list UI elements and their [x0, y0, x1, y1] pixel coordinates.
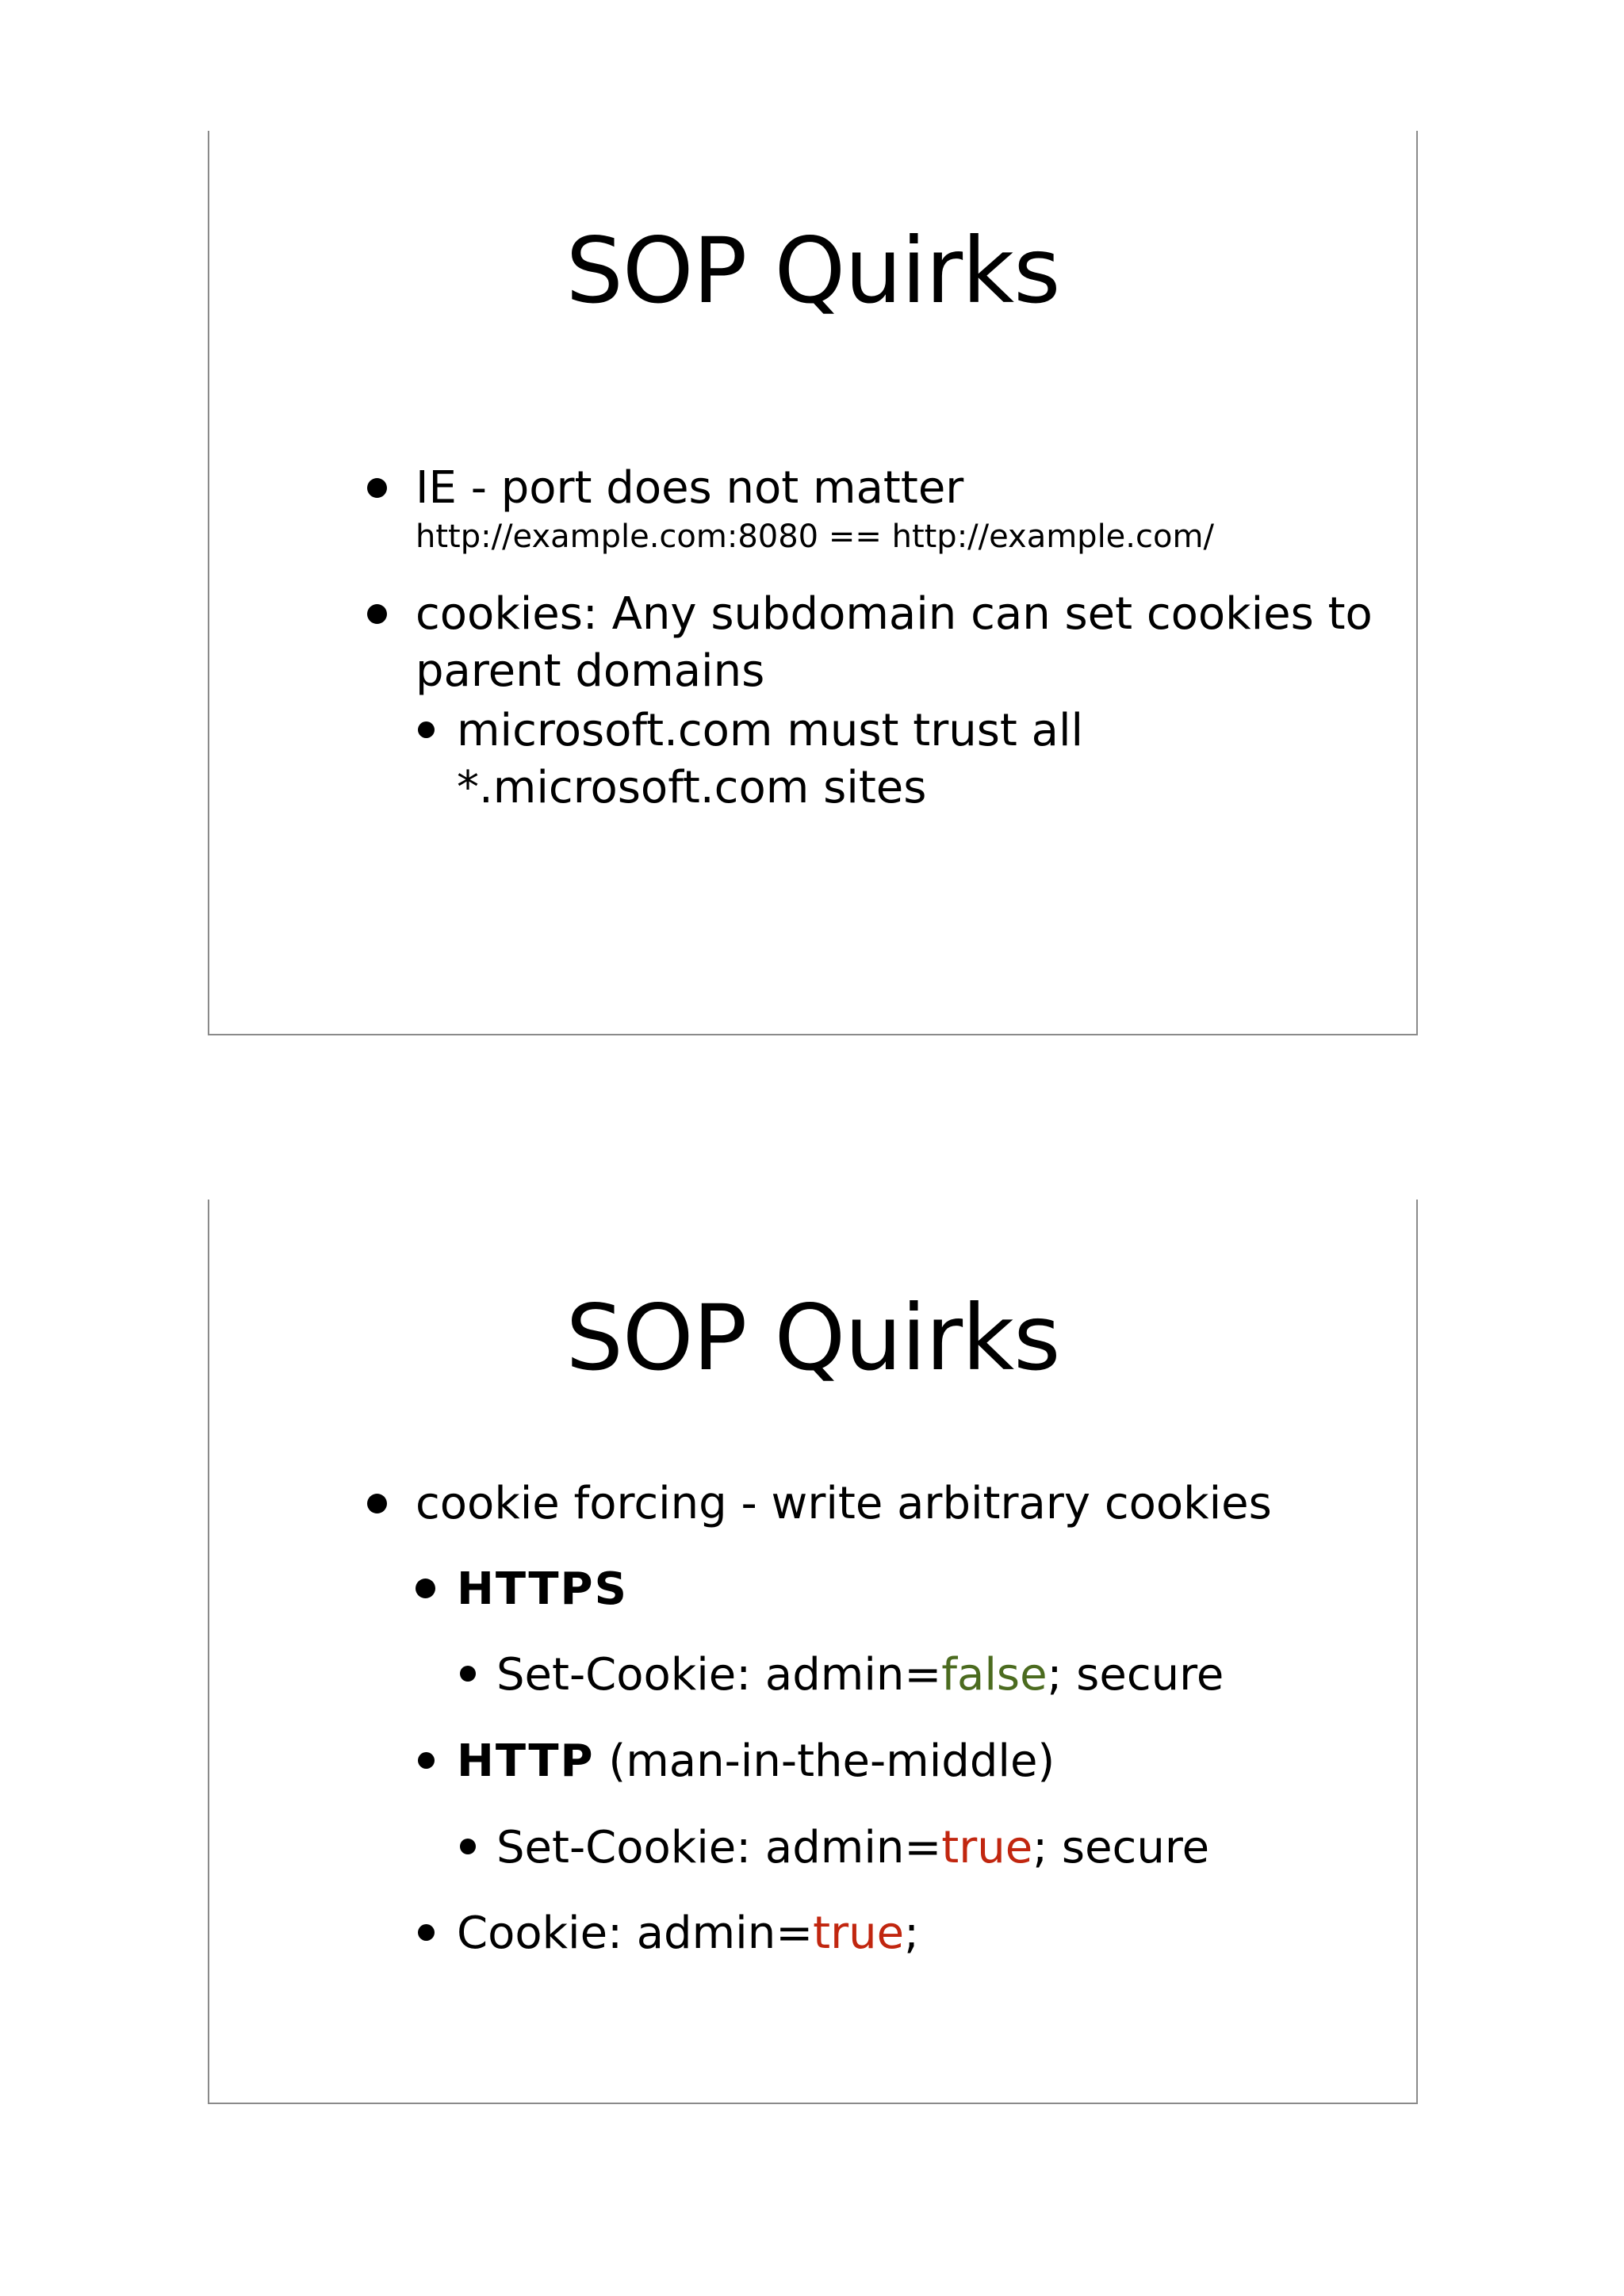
bullet-dot-icon	[367, 478, 387, 498]
bullet-subtext: http://example.com:8080 == http://example.com/	[416, 519, 1214, 555]
bullet-https	[457, 1561, 628, 1618]
bullet-text-bold: HTTPS	[457, 1563, 628, 1615]
cookie-value-true: true	[941, 1822, 1033, 1873]
cookie-suffix: ; secure	[1047, 1649, 1224, 1701]
bullet-cookies-subdomain	[416, 586, 1373, 700]
slide-1	[208, 131, 1418, 1035]
bullet-text-rest: (man-in-the-middle)	[594, 1735, 1055, 1787]
bullet-dot-icon	[418, 1752, 435, 1769]
bullet-text-continued: *.microsoft.com sites	[457, 762, 927, 813]
bullet-cookie-forcing	[416, 1475, 1272, 1533]
bullet-text-continued: parent domains	[416, 645, 765, 697]
bullet-text: IE - port does not matter	[416, 462, 964, 514]
bullet-text: microsoft.com must trust all	[457, 705, 1084, 756]
bullet-text	[457, 1905, 919, 1962]
cookie-prefix: Cookie: admin=	[457, 1908, 814, 1959]
cookie-prefix: Set-Cookie: admin=	[496, 1822, 942, 1873]
bullet-dot-icon	[416, 1578, 435, 1598]
cookie-prefix: Set-Cookie: admin=	[496, 1649, 942, 1701]
bullet-text: cookie forcing - write arbitrary cookies	[416, 1478, 1272, 1529]
bullet-dot-icon	[460, 1666, 476, 1682]
bullet-text-bold: HTTP	[457, 1735, 595, 1787]
bullet-set-cookie-false	[496, 1647, 1224, 1704]
bullet-text	[457, 1733, 1055, 1790]
bullet-dot-icon	[460, 1839, 476, 1854]
bullet-text: cookies: Any subdomain can set cookies to	[416, 588, 1373, 640]
bullet-set-cookie-true	[496, 1820, 1209, 1877]
slide-title: SOP Quirks	[565, 218, 1060, 323]
bullet-dot-icon	[367, 1494, 387, 1513]
slide-title: SOP Quirks	[565, 1285, 1060, 1391]
cookie-suffix: ; secure	[1032, 1822, 1210, 1873]
bullet-text	[496, 1647, 1224, 1704]
slide-2	[208, 1200, 1418, 2104]
bullet-cookie-admin-true	[457, 1905, 919, 1962]
cookie-suffix: ;	[904, 1908, 919, 1959]
bullet-http-mitm	[457, 1733, 1055, 1790]
bullet-dot-icon	[418, 721, 435, 738]
bullet-dot-icon	[418, 1924, 435, 1941]
cookie-value-true: true	[813, 1908, 905, 1959]
bullet-microsoft-trust	[457, 702, 1083, 817]
bullet-dot-icon	[367, 604, 387, 624]
cookie-value-false: false	[941, 1649, 1048, 1701]
bullet-ie-port	[416, 460, 1214, 557]
bullet-text	[496, 1820, 1209, 1877]
